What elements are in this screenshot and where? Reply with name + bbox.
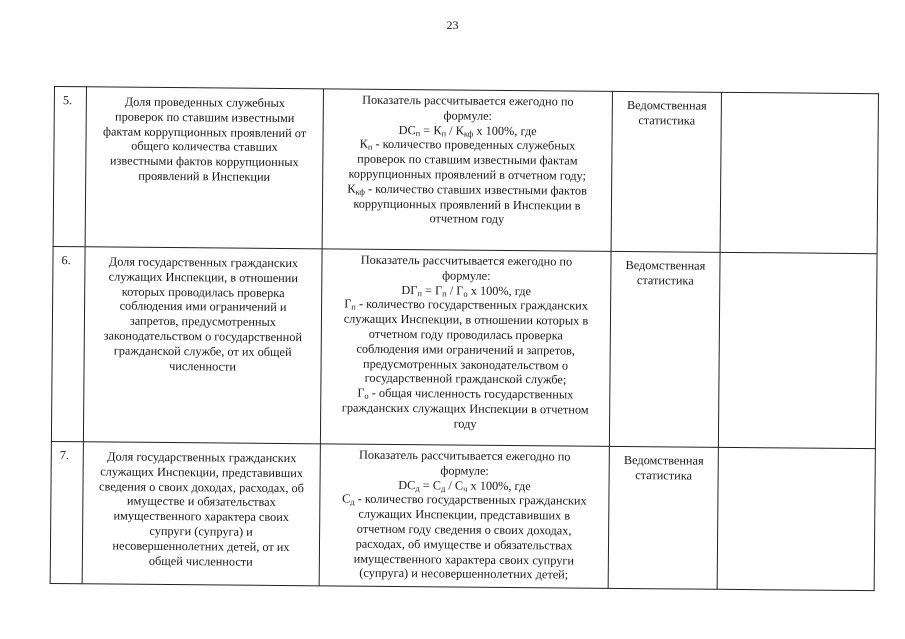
data-source-line: статистика — [638, 112, 696, 128]
definition-line: имущественного характера своих супруги — [353, 551, 575, 568]
row-number: 7. — [50, 441, 83, 583]
indicators-table-wrapper — [50, 86, 880, 591]
definition-line: $К_{кф}$ - количество ставших известными фактов — [347, 181, 587, 198]
formula: $DC_д = С_д / С_ч$ х 100%, где — [398, 477, 531, 494]
calculation-method — [322, 89, 612, 252]
definition-line: коррупционных проявлений в отчетном году; — [348, 166, 587, 183]
method-intro-line: Показатель рассчитывается ежегодно по — [358, 447, 571, 464]
indicator-name-line: законодательством о государственной — [103, 328, 303, 345]
subscript: п — [441, 127, 447, 139]
subscript: о — [463, 288, 468, 299]
definition-line: соблюдения ими ограничений и запретов, — [356, 341, 576, 358]
formula: $DГ_п = Г_п / Г_о$ х 100%, где — [401, 282, 532, 299]
definition-line: коррупционных проявлений в Инспекции в — [353, 196, 581, 213]
method-intro-line: формуле: — [442, 268, 491, 283]
calculation-method — [319, 444, 609, 589]
subscript: кф — [463, 128, 474, 139]
indicator-name-line: общего количества ставших — [131, 139, 278, 155]
page-number: 23 — [446, 18, 459, 32]
empty-cell — [717, 447, 875, 590]
indicator-name-line: Доля государственных гражданских — [107, 449, 297, 466]
indicator-name-line: служащих Инспекции, в отношении — [108, 269, 299, 285]
subscript: ч — [463, 483, 468, 494]
indicator-name-line: несовершеннолетних детей, от их — [112, 538, 290, 554]
subscript: п — [367, 142, 373, 153]
indicator-name — [82, 442, 320, 586]
definition-line: гражданских служащих Инспекции в отчетном — [341, 400, 589, 417]
subscript: п — [415, 127, 421, 138]
row-number: 5. — [53, 87, 86, 247]
indicator-name-line: супруги (супруга) и — [149, 523, 253, 539]
subscript: д — [415, 482, 420, 493]
row-number: 6. — [51, 246, 85, 441]
calculation-method — [320, 249, 611, 447]
indicator-name-line: известными фактов коррупционных — [109, 153, 299, 170]
data-source — [608, 446, 718, 589]
data-source-line: Ведомственная — [623, 452, 704, 468]
indicator-name-line: сведения о своих доходах, расходах, об — [99, 479, 304, 495]
indicator-name-line: служащих Инспекции, представивших — [100, 464, 304, 480]
indicators-table — [50, 86, 879, 591]
subscript: д — [350, 496, 355, 508]
method-intro-line: Показатель рассчитывается ежегодно по — [362, 92, 574, 109]
data-source — [609, 251, 720, 447]
indicator-name-line: имущественного характера своих — [113, 508, 290, 525]
definition-line: отчетном году сведения о своих доходах, — [356, 521, 572, 538]
data-source-line: Ведомственная — [626, 98, 707, 113]
definition-line: $Г_о$ - общая численность государственных — [357, 385, 574, 402]
data-source — [611, 91, 721, 252]
table-row — [51, 246, 877, 448]
indicator-name-line: запретов, предусмотренных — [129, 313, 277, 330]
data-source-line: Ведомственная — [625, 257, 706, 273]
data-source-line: статистика — [635, 467, 693, 483]
method-intro-line: формуле: — [440, 463, 489, 478]
definition-line: государственной гражданской службе; — [364, 371, 567, 387]
definition-line: служащих Инспекции, представивших в — [358, 506, 571, 523]
table-row — [50, 441, 875, 590]
indicator-name-line: проявлений в Инспекции — [138, 168, 271, 184]
subscript: о — [364, 390, 369, 401]
indicator-name-line: общей численности — [148, 553, 253, 569]
subscript: кф — [355, 186, 365, 197]
empty-cell — [720, 92, 878, 253]
definition-line: (супруга) и несовершеннолетних детей; — [359, 566, 569, 582]
subscript: п — [442, 287, 447, 299]
definition-line: проверок по ставшим известными фактам — [357, 151, 578, 168]
indicator-name — [83, 247, 322, 444]
definition-line: расходах, об имуществе и обязательствах — [355, 536, 573, 553]
formula: $DC_п = К_п / К_{кф}$ х 100%, где — [398, 122, 537, 139]
definition-line: служащих Инспекции, в отношении которых в — [343, 311, 589, 328]
indicator-name-line: имуществе и обязательствах — [126, 494, 276, 510]
definition-line: $Г_п$ - количество государственных гражданских — [344, 296, 589, 314]
indicator-name-line: гражданской службе, от их общей — [113, 343, 292, 359]
method-intro-line: Показатель рассчитывается ежегодно по — [360, 252, 573, 269]
definition-line: году — [453, 416, 477, 431]
indicator-name-line: которых проводилась проверка — [121, 284, 285, 300]
indicator-name-line: численности — [169, 358, 237, 374]
indicator-name-line: фактам коррупционных проявлений от — [102, 124, 307, 140]
table-row — [53, 87, 878, 254]
subscript: п — [417, 287, 423, 298]
subscript: п — [351, 301, 356, 313]
data-source-line: статистика — [636, 272, 694, 288]
empty-cell — [718, 252, 877, 448]
subscript: д — [440, 482, 446, 494]
definition-line: отчетном году — [429, 211, 505, 227]
definition-line: $К_п$ - количество проведенных служебных — [359, 137, 576, 153]
definition-line: отчетном году проводилась проверка — [368, 326, 563, 343]
indicator-name-line: Доля государственных гражданских — [108, 254, 299, 271]
indicator-name — [85, 87, 323, 249]
indicator-name-line: соблюдения ими ограничений и — [119, 298, 287, 315]
method-intro-line: формуле: — [443, 108, 493, 123]
indicator-name-line: Доля проведенных служебных — [124, 94, 285, 111]
indicator-name-line: проверок по ставшим известными — [115, 109, 295, 125]
definition-line: предусмотренных законодательством о — [362, 356, 569, 373]
definition-line: $С_д$ - количество государственных гражданских — [342, 491, 587, 509]
